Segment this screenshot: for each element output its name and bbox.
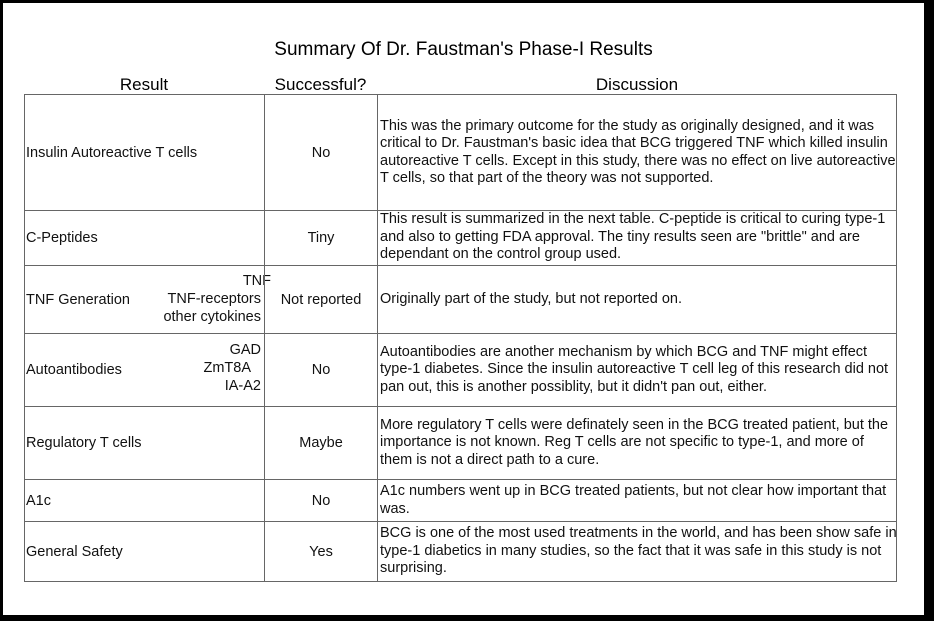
discussion-cell: [377, 480, 897, 521]
sub-item: IA-A2: [224, 378, 261, 394]
discussion-text: This was the primary outcome for the study as originally designed, and it was critical to Dr. Faustman's basic idea that BCG triggered TNF which killed insulin autoreactive T cells. Except in this study, there was no effect on live autoreactive T cells, so that part of the theory was not supported.: [380, 117, 896, 186]
result-cell: [25, 95, 263, 210]
result-label: A1c: [26, 492, 51, 509]
header-successful: Successful?: [274, 75, 367, 94]
sub-item: TNF-receptors: [167, 291, 261, 307]
table-row: [24, 210, 897, 266]
result-cell: [25, 480, 263, 521]
successful-cell: Maybe: [264, 407, 377, 479]
result-label: Regulatory T cells: [26, 435, 142, 451]
discussion-text: Originally part of the study, but not reported on.: [380, 290, 682, 307]
table-row: [24, 266, 897, 334]
sub-item: ZmT8A: [203, 360, 251, 376]
sub-item: GAD: [229, 342, 261, 358]
discussion-cell: [377, 334, 897, 406]
result-label: Autoantibodies: [26, 362, 122, 378]
successful-cell: No: [264, 334, 377, 406]
result-label: General Safety: [26, 543, 123, 560]
result-cell: [25, 266, 271, 333]
discussion-text: A1c numbers went up in BCG treated patients, but not clear how important that was.: [380, 483, 887, 517]
result-cell: [25, 407, 263, 479]
result-label: C-Peptides: [26, 229, 98, 246]
result-cell: [25, 210, 263, 265]
result-cell: [25, 522, 263, 581]
discussion-cell: [377, 95, 897, 210]
discussion-cell: [377, 407, 897, 479]
header-result: Result: [119, 75, 169, 94]
discussion-text: More regulatory T cells were definately seen in the BCG treated patient, but the importance is not known. Reg T cells are not specific to type-1, and more of them is not a direct path to a cure.: [380, 416, 889, 468]
table-row: [24, 334, 897, 407]
sub-item: other cytokines: [163, 309, 261, 325]
result-label: TNF Generation: [26, 291, 130, 308]
table-row: [24, 94, 897, 211]
sub-item: TNF: [242, 273, 271, 289]
successful-cell: Tiny: [264, 210, 377, 265]
discussion-cell: [377, 210, 897, 265]
discussion-cell: [377, 266, 897, 333]
result-cell: [25, 334, 263, 406]
table-row: [24, 480, 897, 522]
result-label: Insulin Autoreactive T cells: [26, 144, 198, 161]
discussion-text: BCG is one of the most used treatments in the world, and has been show safe in type-1 diabetics in many studies, so the fact that it was safe in this study is not surprising.: [380, 525, 897, 577]
successful-cell: Yes: [264, 522, 377, 581]
successful-cell: No: [264, 480, 377, 521]
discussion-cell: [377, 522, 897, 581]
successful-cell: Not reported: [264, 266, 377, 333]
discussion-text: This result is summarized in the next table. C-peptide is critical to curing type-1 and also to getting FDA approval. The tiny results seen are "brittle" and are dependant on the control group used.: [380, 211, 886, 263]
successful-cell: No: [264, 95, 377, 210]
discussion-text: Autoantibodies are another mechanism by which BCG and TNF might effect type-1 diabetes. Since the insulin autoreactive T cell leg of this research did not pan out, this is another possiblity, but it didn't pan out, either.: [380, 343, 889, 395]
page-title: Summary Of Dr. Faustman's Phase-I Results: [274, 39, 653, 60]
header-discussion: Discussion: [595, 75, 679, 94]
table-row: [24, 522, 897, 582]
table-row: [24, 407, 897, 480]
document-page: [3, 3, 924, 615]
